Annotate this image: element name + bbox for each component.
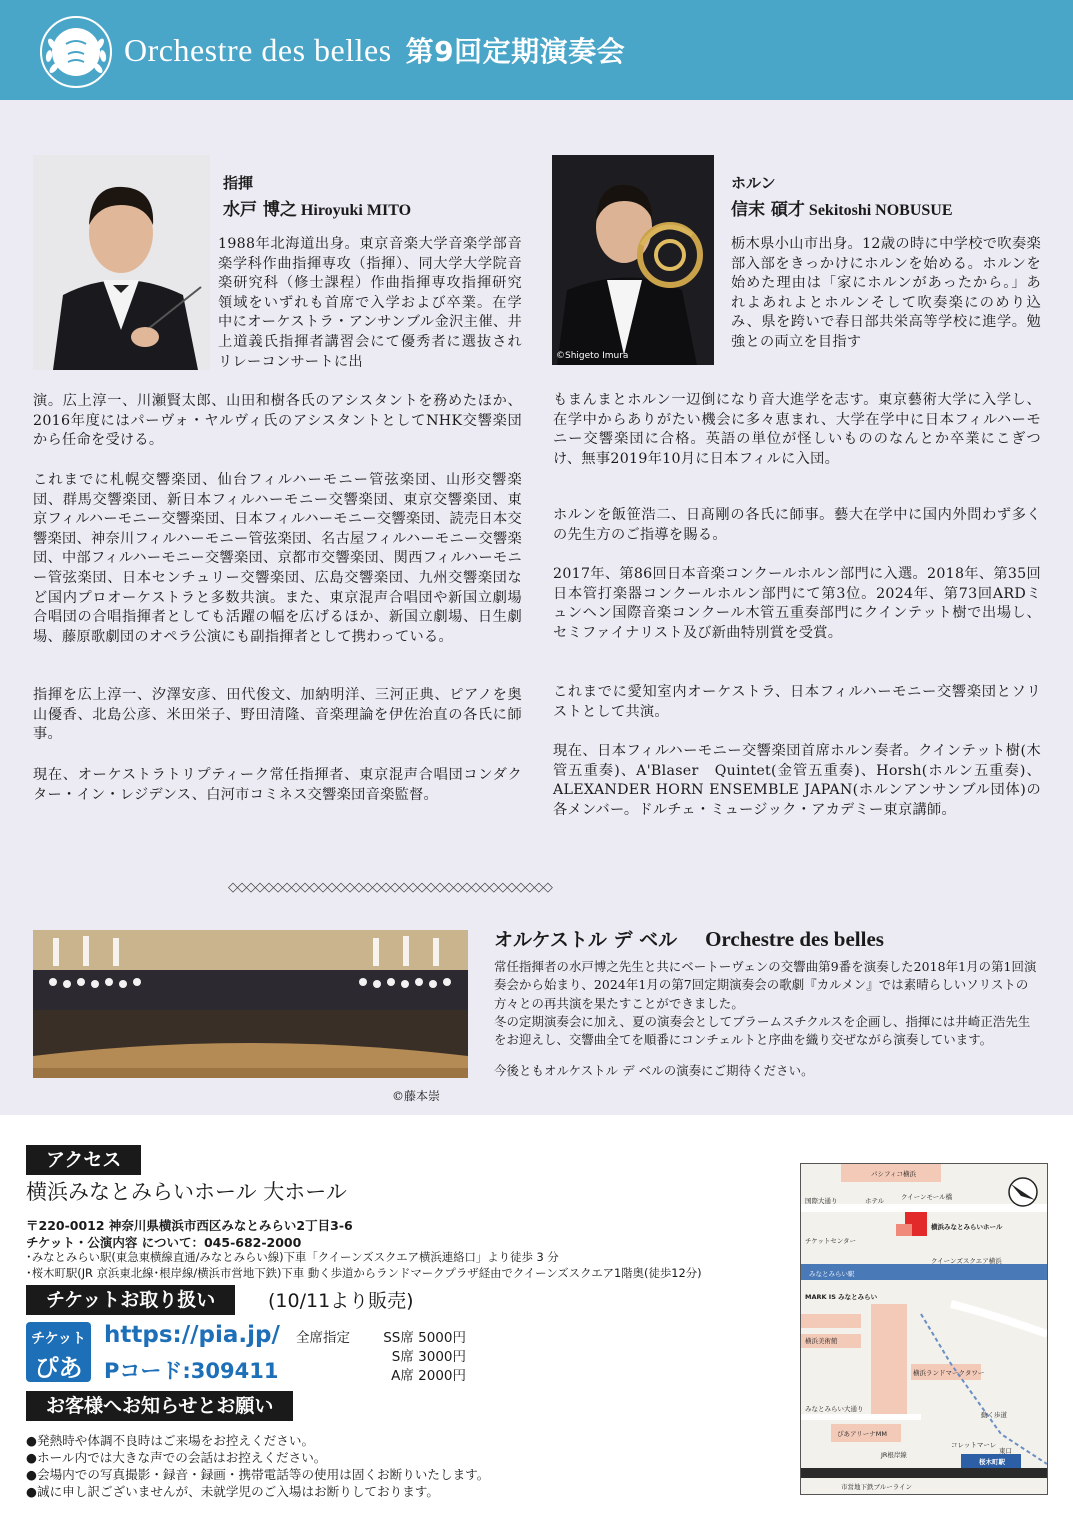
- soloist-bio-4: これまでに愛知室内オーケストラ、日本フィルハーモニー交響楽団とソリストとして共演。: [553, 684, 1041, 720]
- orchestra-photo-credit: ©藤本崇: [392, 1089, 441, 1103]
- conductor-bio-2: これまでに札幌交響楽団、仙台フィルハーモニー管弦楽団、山形交響楽団、群馬交響楽団、新日本フィルハーモニー交響楽団、東京交響楽団、東京フィルハーモニー交響楽団、日本フィルハーモニー交響楽団、読売日本交響楽団、神奈川フィルハーモニー管弦楽団、名古屋フィルハーモニー交響楽団、中部フィルハーモニー交響楽団、京都市交響楽団、関西フィルハーモニー管弦楽団、日本センチュリー交響楽団、広島交響楽団、九州交響楽団など国内プロオーケストラと多数共演。また、東京混声合唱団や新国立劇場合唱団の合唱指揮者としても活躍の幅を広げるほか、新国立劇場、日生劇場、藤原歌劇団のオペラ公演にも副指揮者として携わっている。: [33, 472, 522, 645]
- notices-heading: お客様へお知らせとお願い: [26, 1391, 293, 1421]
- map-label-landmark: 横浜ランドマークタワー: [913, 1369, 985, 1377]
- price-s: S席 3000円: [391, 1349, 466, 1365]
- orchestra-desc-2: 冬の定期演奏会に加え、夏の演奏会としてブラームスチクルスを企画し、指揮には井崎正浩先生をお迎えし、交響曲全てを順番にコンチェルトと序曲を織り交ぜながら演奏しています。: [494, 1014, 1031, 1048]
- orchestra-logo: [38, 14, 114, 90]
- conductor-bio-4: 現在、オーケストラトリプティーク常任指揮者、東京混声合唱団コンダクター・イン・レジデンス、白河市コミネス交響楽団音楽監督。: [33, 767, 522, 803]
- conductor-name-en: Hiroyuki MITO: [300, 202, 412, 219]
- soloist-photo: [552, 155, 714, 365]
- map-label-mark-is: MARK IS みなとみらい: [805, 1293, 878, 1301]
- map-label-subway: 市営地下鉄ブルーライン: [841, 1483, 913, 1491]
- orchestra-desc-1: 常任指揮者の水戸博之先生と共にベートーヴェンの交響曲第9番を演奏した2018年1月の第1回演奏会から始まり、2024年1月の第7回定期演奏会の歌劇『カルメン』では素晴らしいソリストの方々との再共演を果たすことができました。: [494, 959, 1037, 1011]
- seat-label: 全席指定: [296, 1330, 350, 1346]
- title-en: Orchestre des belles: [124, 32, 392, 68]
- soloist-name: [731, 195, 953, 220]
- map-label-east: 東口: [999, 1447, 1012, 1455]
- notice-item: ●発熱時や体調不良時はご来場をお控えください。: [26, 1433, 315, 1448]
- notice-item: ●誠に申し訳ございませんが、未就学児のご入場はお断りしております。: [26, 1484, 439, 1499]
- soloist-photo-credit: ©Shigeto Imura: [556, 351, 629, 361]
- map-label-hotel: ホテル: [865, 1197, 885, 1205]
- notice-item: ●会場内での写真撮影・録音・録画・携帯電話等の使用は固くお断りいたします。: [26, 1467, 490, 1482]
- venue-address: 〒220-0012 神奈川県横浜市西区みなとみらい2丁目3-6: [26, 1218, 353, 1233]
- header-banner: [0, 0, 1073, 100]
- conductor-bio-1-cont: 演。広上淳一、川瀬賢太郎、山田和樹各氏のアシスタントを務めたほか、2016年度にはパーヴォ・ヤルヴィ氏のアシスタントとしてNHK交響楽団から任命を受ける。: [33, 393, 522, 449]
- map-label-pacifico: パシフィコ横浜: [871, 1170, 916, 1178]
- map-label-hall: 横浜みなとみらいホール: [931, 1223, 1003, 1231]
- orchestra-name-en: Orchestre des belles: [705, 927, 884, 951]
- soloist-bio-1: 栃木県小山市出身。12歳の時に中学校で吹奏楽部入部をきっかけにホルンを始める。ホルンを始めた理由は「家にホルンがあったから。」あれよあれよとホルンそして吹奏楽にのめり込み、県を跨いで春日部共栄高等学校に進学。勉強との両立を目指す: [731, 236, 1041, 350]
- orchestra-desc-3: 今後ともオルケストル デ ベルの演奏にご期待ください。: [494, 1063, 814, 1078]
- soloist-name-jp: 信末 碩才: [731, 200, 805, 220]
- map-label-pia-arena: ぴあアリーナMM: [837, 1430, 887, 1438]
- map-label-mm-station: みなとみらい駅: [809, 1270, 855, 1278]
- price-a: A席 2000円: [391, 1368, 466, 1384]
- soloist-bio-3: 2017年、第86回日本音楽コンクールホルン部門に入選。2018年、第35回日本管打楽器コンクールホルン部門にて第3位。2024年、第73回ARDミュンヘン国際音楽コンクール木管五重奏部門にクインテット樹で出場し、セミファイナリスト及び新曲特別賞を受賞。: [553, 566, 1041, 641]
- tickets-heading: チケットお取り扱い: [26, 1285, 235, 1315]
- map-label-cotton: コレットマーレ: [951, 1441, 997, 1449]
- soloist-name-en: Sekitoshi NOBUSUE: [808, 202, 953, 219]
- map-label-moving-walk: 動く歩道: [981, 1411, 1007, 1419]
- soloist-bio-5: 現在、日本フィルハーモニー交響楽団首席ホルン奏者。クインテット樹(木管五重奏)、A'Blaser Quintet(金管五重奏)、Horsh(ホルン五重奏)、ALEXANDER HORN ENSEMBLE JAPAN(ホルンアンサンブル団体)の各メンバー。ドルチェ・ミュージック・アカデミー東京講師。: [553, 743, 1041, 818]
- contact-phone: チケット・公演内容 について：045-682-2000: [26, 1235, 302, 1250]
- price-ss: SS席 5000円: [383, 1330, 466, 1346]
- map-label-museum: 横浜美術館: [805, 1337, 838, 1345]
- orchestra-photo: [33, 930, 468, 1078]
- map-label-kokusai: 国際大通り: [805, 1197, 838, 1205]
- pia-logo-bottom: ぴあ: [34, 1354, 83, 1382]
- map-label-ticket-center: チケットセンター: [805, 1237, 856, 1245]
- conductor-role: 指揮: [223, 174, 254, 192]
- diamond-separator: ◇◇◇◇◇◇◇◇◇◇◇◇◇◇◇◇◇◇◇◇◇◇◇◇◇◇◇◇◇◇◇◇◇◇◇◇: [228, 880, 552, 895]
- pia-logo-top: チケット: [31, 1331, 86, 1347]
- map-label-queens-mall: クイーンモール橋: [901, 1193, 953, 1201]
- map-label-queens-sq: クイーンズスクエア横浜: [931, 1257, 1002, 1265]
- page-title: [124, 30, 625, 70]
- conductor-name: [223, 195, 411, 220]
- soloist-bio-2: ホルンを飯笹浩二、日髙剛の各氏に師事。藝大在学中に国内外問わず多くの先生方のご指導を賜る。: [553, 507, 1041, 543]
- ticket-pcode: Pコード:309411: [104, 1359, 279, 1383]
- map-label-sakuragicho: 桜木町駅: [979, 1458, 1005, 1466]
- conductor-bio-3: 指揮を広上淳一、汐澤安彦、田代俊文、加納明洋、三河正典、ピアノを奥山優香、北島公彦、米田栄子、野田清隆、音楽理論を伊佐治直の各氏に師事。: [33, 687, 522, 743]
- orchestra-name-jp: オルケストル デ ベル: [494, 929, 678, 951]
- conductor-photo: [33, 155, 210, 370]
- title-jp: 第9回定期演奏会: [405, 35, 626, 68]
- soloist-bio-1-cont: もまんまとホルン一辺倒になり音大進学を志す。東京藝術大学に入学し、在学中からありがたい機会に多々恵まれ、大学在学中に日本フィルハーモニー交響楽団に合格。英語の単位が怪しいもののなんとか卒業にこぎつけ、無事2019年10月に日本フィルに入団。: [553, 392, 1041, 467]
- map-label-jr-line: JR根岸線: [881, 1451, 907, 1459]
- notice-item: ●ホール内では大きな声での会話はお控えください。: [26, 1450, 327, 1465]
- venue-name: 横浜みなとみらいホール 大ホール: [26, 1180, 347, 1204]
- access-heading: アクセス: [26, 1145, 141, 1175]
- access-map: [800, 1163, 1048, 1495]
- soloist-role: ホルン: [731, 174, 776, 192]
- map-label-mm-odori: みなとみらい大通り: [805, 1405, 864, 1413]
- ticket-url-link[interactable]: https://pia.jp/: [104, 1322, 280, 1348]
- conductor-bio-1: 1988年北海道出身。東京音楽大学音楽学部音楽学科作曲指揮専攻（指揮）、同大学大学院音楽研究科（修士課程）作曲指揮専攻指揮研究領域をいずれも首席で入学および卒業。在学中にオーケストラ・アンサンブル金沢主催、井上道義氏指揮者講習会にて優秀者に選抜されリレーコンサートに出: [218, 236, 522, 370]
- route-sakuragicho: ･桜木町駅(JR 京浜東北線･根岸線/横浜市営地下鉄)下車 動く歩道からランドマークプラザ経由でクイーンズスクエア1階奥(徒歩12分): [26, 1266, 702, 1280]
- sale-date: (10/11より販売): [268, 1290, 414, 1312]
- route-minatomirai: ･みなとみらい駅(東急東横線直通/みなとみらい線)下車「クイーンズスクエア横浜連絡口」より徒歩 3 分: [26, 1250, 559, 1264]
- ticket-pia-logo: [26, 1322, 91, 1382]
- orchestra-title: [494, 925, 884, 952]
- conductor-name-jp: 水戸 博之: [223, 200, 297, 220]
